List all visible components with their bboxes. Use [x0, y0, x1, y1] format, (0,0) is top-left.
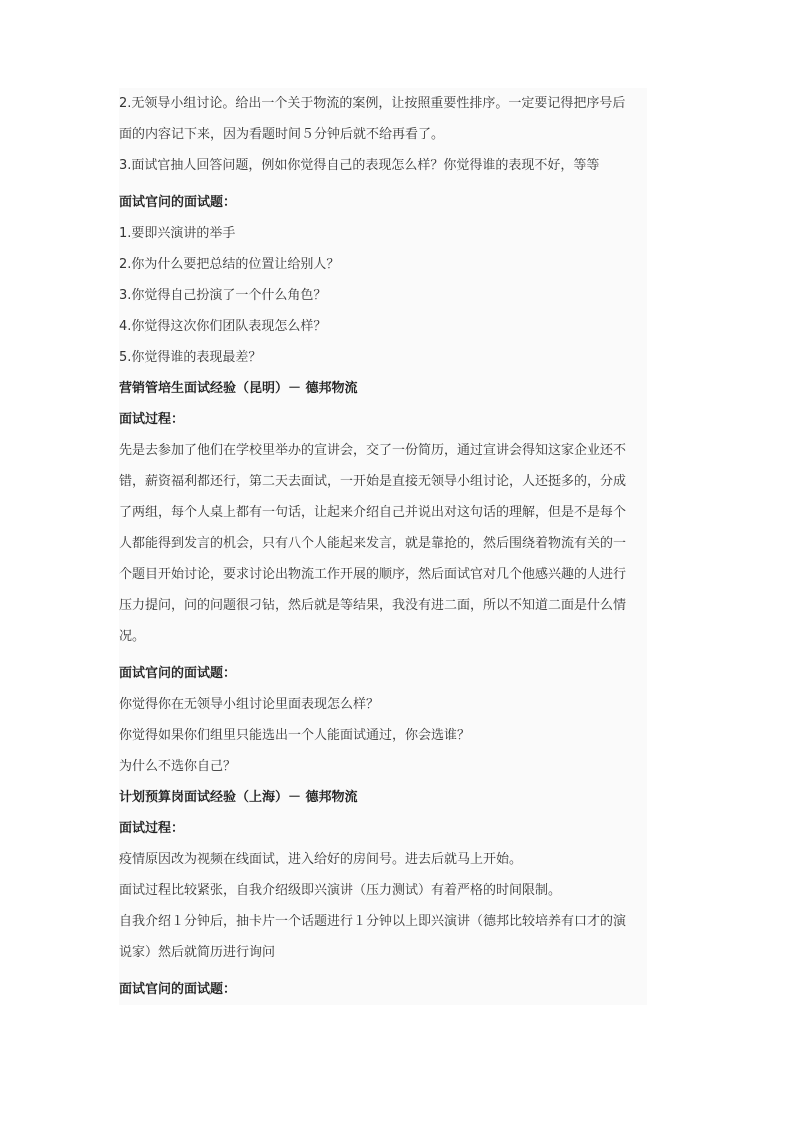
text-line: 压力提问，问的问题很刁钻，然后就是等结果，我没有进二面，所以不知道二面是什么情: [119, 598, 627, 613]
text-line: 了两组，每个人桌上都有一句话，让起来介绍自己并说出对这句话的理解，但是不是每个: [119, 505, 627, 520]
section-heading: 面试过程：: [119, 813, 647, 844]
question-item: 1.要即兴演讲的举手: [119, 218, 647, 249]
text-line: 个题目开始讨论，要求讨论出物流工作开展的顺序，然后面试官对几个他感兴趣的人进行: [119, 567, 627, 582]
text-line: 疫情原因改为视频在线面试，进入给好的房间号。进去后就马上开始。: [119, 844, 647, 875]
text-line: 人都能得到发言的机会，只有八个人能起来发言，就是靠抢的，然后围绕着物流有关的一: [119, 536, 627, 551]
section-heading: 面试官问的面试题：: [119, 974, 647, 1005]
paragraph-self-intro: [119, 906, 647, 968]
text-line: 说家）然后就简历进行询问: [119, 945, 276, 960]
text-line: 况。: [119, 629, 146, 644]
question-item: 你觉得你在无领导小组讨论里面表现怎么样？: [119, 689, 647, 720]
text-line: 自我介绍１分钟后，抽卡片一个话题进行１分钟以上即兴演讲（德邦比较培养有口才的演: [119, 914, 627, 929]
question-item: 2.你为什么要把总结的位置让给别人？: [119, 249, 647, 280]
section-heading: 面试官问的面试题：: [119, 187, 647, 218]
text-line: 错，薪资福利都还行，第二天去面试，一开始是直接无领导小组讨论，人还挺多的，分成: [119, 474, 627, 489]
paragraph-discussion: [119, 88, 647, 150]
text-line: 3.面试官抽人回答问题，例如你觉得自己的表现怎么样？你觉得谁的表现不好，等等: [119, 150, 647, 181]
document-body: [119, 88, 647, 1005]
question-item: 3.你觉得自己扮演了一个什么角色？: [119, 280, 647, 311]
text-line: 2.无领导小组讨论。给出一个关于物流的案例，让按照重要性排序。一定要记得把序号后: [119, 96, 626, 111]
text-line: 面试过程比较紧张，自我介绍级即兴演讲（压力测试）有着严格的时间限制。: [119, 875, 647, 906]
section-title: 营销管培生面试经验（昆明）－ 德邦物流: [119, 373, 647, 404]
text-line: 面的内容记下来，因为看题时间５分钟后就不给再看了。: [119, 127, 445, 142]
section-heading: 面试官问的面试题：: [119, 658, 647, 689]
section-title: 计划预算岗面试经验（上海）－ 德邦物流: [119, 782, 647, 813]
question-item: 4.你觉得这次你们团队表现怎么样？: [119, 311, 647, 342]
text-line: 先是去参加了他们在学校里举办的宣讲会，交了一份简历，通过宣讲会得知这家企业还不: [119, 443, 627, 458]
paragraph-process: [119, 435, 647, 652]
question-item: 为什么不选你自己？: [119, 751, 647, 782]
question-item: 你觉得如果你们组里只能选出一个人能面试通过，你会选谁？: [119, 720, 647, 751]
section-heading: 面试过程：: [119, 404, 647, 435]
question-item: 5.你觉得谁的表现最差？: [119, 342, 647, 373]
